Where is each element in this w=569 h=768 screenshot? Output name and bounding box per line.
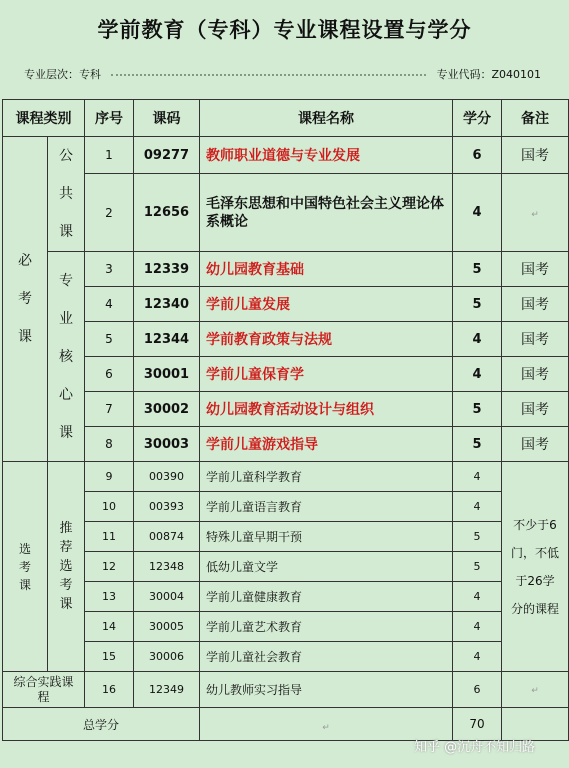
seq-cell: 13 — [85, 582, 134, 612]
page-title: 学前教育（专科）专业课程设置与学分 — [97, 18, 472, 42]
meta-row — [24, 66, 541, 82]
name-cell: 幼儿教师实习指导 — [200, 672, 453, 708]
code-cell: 12340 — [134, 287, 200, 322]
seq-cell: 5 — [85, 322, 134, 357]
name-cell: 低幼儿童文学 — [200, 552, 453, 582]
table-row — [3, 252, 569, 287]
course-table — [2, 99, 569, 741]
total-value: 70 — [453, 708, 502, 741]
table-row — [3, 612, 569, 642]
name-cell: 学前儿童语言教育 — [200, 492, 453, 522]
credits-cell: 5 — [453, 427, 502, 462]
code-cell: 30002 — [134, 392, 200, 427]
header-seq: 序号 — [85, 100, 134, 137]
table-row — [3, 137, 569, 174]
code-cell: 00874 — [134, 522, 200, 552]
credits-cell: 4 — [453, 357, 502, 392]
table-row — [3, 522, 569, 552]
note-cell: 国考 — [502, 287, 569, 322]
seq-cell: 9 — [85, 462, 134, 492]
code-cell: 12348 — [134, 552, 200, 582]
note-cell — [502, 672, 569, 708]
table-row — [3, 392, 569, 427]
code-cell: 30004 — [134, 582, 200, 612]
name-cell: 毛泽东思想和中国特色社会主义理论体系概论 — [200, 174, 453, 252]
code-cell: 12656 — [134, 174, 200, 252]
note-cell: 国考 — [502, 322, 569, 357]
para-mark: ↵ — [531, 686, 539, 696]
table-row — [3, 427, 569, 462]
code-cell: 12339 — [134, 252, 200, 287]
seq-cell: 12 — [85, 552, 134, 582]
table-row — [3, 174, 569, 252]
code-cell: 09277 — [134, 137, 200, 174]
credits-cell: 4 — [453, 462, 502, 492]
seq-cell: 2 — [85, 174, 134, 252]
seq-cell: 6 — [85, 357, 134, 392]
group-practice-label: 综合实践课程 — [13, 674, 74, 704]
credits-cell: 4 — [453, 642, 502, 672]
name-cell: 学前儿童发展 — [200, 287, 453, 322]
name-cell: 学前儿童游戏指导 — [200, 427, 453, 462]
note-cell: 国考 — [502, 357, 569, 392]
group-recommended-label: 推 荐 选 考 课 — [59, 521, 73, 612]
header-row — [3, 100, 569, 137]
table-row — [3, 672, 569, 708]
code-cell: 12349 — [134, 672, 200, 708]
seq-cell: 11 — [85, 522, 134, 552]
group-elective-label: 选 考 课 — [18, 541, 31, 592]
total-label: 总学分 — [3, 708, 200, 741]
group-core — [48, 252, 85, 462]
note-cell: 国考 — [502, 137, 569, 174]
table-row — [3, 287, 569, 322]
seq-cell: 8 — [85, 427, 134, 462]
watermark: 知乎 @沉舟不知归路 — [414, 740, 536, 755]
note-cell — [502, 174, 569, 252]
credits-cell: 5 — [453, 287, 502, 322]
seq-cell: 4 — [85, 287, 134, 322]
credits-cell: 5 — [453, 552, 502, 582]
seq-cell: 7 — [85, 392, 134, 427]
table-row — [3, 642, 569, 672]
group-public — [48, 137, 85, 252]
header-name: 课程名称 — [200, 100, 453, 137]
elective-note: 不少于6门，不低于26学分的课程 — [510, 517, 559, 616]
name-cell: 学前教育政策与法规 — [200, 322, 453, 357]
table-row — [3, 322, 569, 357]
credits-cell: 5 — [453, 252, 502, 287]
code-cell: 30006 — [134, 642, 200, 672]
table-row — [3, 582, 569, 612]
name-cell: 幼儿园教育活动设计与组织 — [200, 392, 453, 427]
credits-cell: 4 — [453, 492, 502, 522]
seq-cell: 10 — [85, 492, 134, 522]
name-cell: 特殊儿童早期干预 — [200, 522, 453, 552]
group-core-label: 专 业 核 心 课 — [59, 272, 73, 441]
group-elective — [3, 462, 48, 672]
credits-cell: 6 — [453, 137, 502, 174]
group-required — [3, 137, 48, 462]
para-mark: ↵ — [322, 722, 330, 733]
name-cell: 学前儿童科学教育 — [200, 462, 453, 492]
code-cell: 30005 — [134, 612, 200, 642]
credits-cell: 6 — [453, 672, 502, 708]
name-cell: 学前儿童健康教育 — [200, 582, 453, 612]
name-cell: 学前儿童社会教育 — [200, 642, 453, 672]
seq-cell: 15 — [85, 642, 134, 672]
header-category: 课程类别 — [3, 100, 85, 137]
header-credits: 学分 — [453, 100, 502, 137]
seq-cell: 16 — [85, 672, 134, 708]
name-cell: 幼儿园教育基础 — [200, 252, 453, 287]
name-cell: 学前儿童保育学 — [200, 357, 453, 392]
code-cell: 30003 — [134, 427, 200, 462]
table-row — [3, 552, 569, 582]
para-mark: ↵ — [531, 209, 539, 220]
note-cell: 国考 — [502, 252, 569, 287]
elective-note-cell — [502, 462, 569, 672]
dotted-leader — [111, 74, 426, 76]
code-cell: 00390 — [134, 462, 200, 492]
seq-cell: 14 — [85, 612, 134, 642]
table-row — [3, 357, 569, 392]
credits-cell: 5 — [453, 392, 502, 427]
group-required-label: 必 考 课 — [18, 253, 32, 345]
table-row — [3, 462, 569, 492]
code-cell: 00393 — [134, 492, 200, 522]
credits-cell: 4 — [453, 322, 502, 357]
group-recommended — [48, 462, 85, 672]
credits-cell: 4 — [453, 582, 502, 612]
credits-cell: 5 — [453, 522, 502, 552]
code-label: 专业代码：Z040101 — [436, 68, 541, 81]
name-cell: 学前儿童艺术教育 — [200, 612, 453, 642]
code-cell: 12344 — [134, 322, 200, 357]
header-note: 备注 — [502, 100, 569, 137]
code-cell: 30001 — [134, 357, 200, 392]
header-code: 课码 — [134, 100, 200, 137]
credits-cell: 4 — [453, 612, 502, 642]
credits-cell: 4 — [453, 174, 502, 252]
level-label: 专业层次：专科 — [24, 68, 101, 81]
seq-cell: 1 — [85, 137, 134, 174]
seq-cell: 3 — [85, 252, 134, 287]
name-cell: 教师职业道德与专业发展 — [200, 137, 453, 174]
group-public-label: 公 共 课 — [59, 148, 73, 240]
note-cell: 国考 — [502, 392, 569, 427]
group-practice — [3, 672, 85, 708]
table-row — [3, 492, 569, 522]
note-cell: 国考 — [502, 427, 569, 462]
